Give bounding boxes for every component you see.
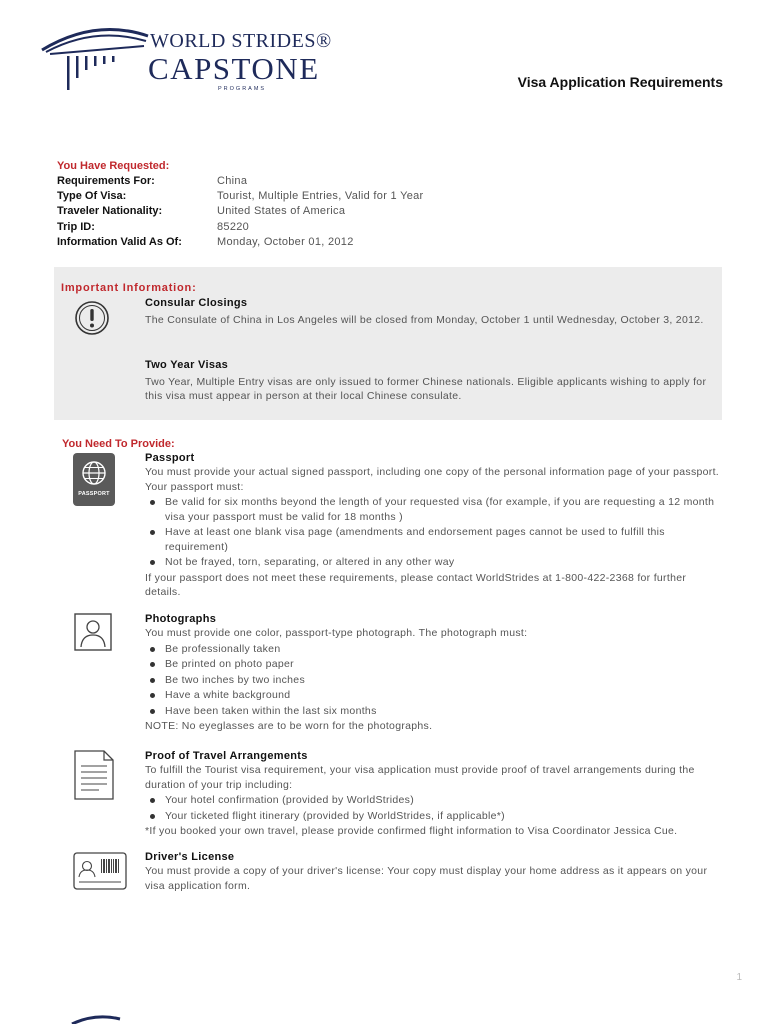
list-item: Be valid for six months beyond the length of your requested visa (for example, if you are requesting a 12 month visa your passport must be valid for 18 months ) xyxy=(145,495,720,524)
requested-row xyxy=(57,189,717,204)
row-value: Monday, October 01, 2012 xyxy=(217,235,354,248)
row-label: Type Of Visa: xyxy=(57,190,127,203)
id-card-icon xyxy=(73,852,127,890)
row-value: United States of America xyxy=(217,205,346,218)
license-item xyxy=(145,851,720,893)
row-label: Trip ID: xyxy=(57,220,95,233)
requested-row xyxy=(57,174,717,189)
logo-text-capstone: CAPSTONE xyxy=(148,51,320,86)
requested-row xyxy=(57,220,717,235)
passport-item xyxy=(145,452,720,600)
photo-person-icon xyxy=(74,613,112,651)
travel-bullets xyxy=(145,793,720,823)
document-title: Visa Application Requirements xyxy=(517,74,723,90)
row-value: 85220 xyxy=(217,220,250,233)
two-year-visas-body: Two Year, Multiple Entry visas are only issued to former Chinese nationals. Eligible applicants wishing to apply for this visa must appear in person at their local Chinese consulate. xyxy=(145,376,707,402)
passport-intro: You must provide your actual signed passport, including one copy of the personal information page of your passport. Your passport must: xyxy=(145,466,720,493)
globe-icon xyxy=(81,460,107,486)
travel-outro: *If you booked your own travel, please provide confirmed flight information to Visa Coordinator Jessica Cue. xyxy=(145,825,678,837)
list-item: Have at least one blank visa page (amendments and endorsement pages cannot be used to fulfill this requirement) xyxy=(145,525,720,554)
photographs-item xyxy=(145,613,720,734)
passport-title: Passport xyxy=(145,452,195,464)
photographs-bullets xyxy=(145,642,720,719)
photographs-intro: You must provide one color, passport-type photograph. The photograph must: xyxy=(145,627,528,639)
row-label: Information Valid As Of: xyxy=(57,235,182,248)
two-year-visas-item xyxy=(145,359,715,403)
list-item: Have been taken within the last six months xyxy=(145,704,720,719)
requested-section xyxy=(57,159,717,250)
requested-row xyxy=(57,204,717,219)
requested-heading: You Have Requested: xyxy=(57,160,170,172)
consular-closings-body: The Consulate of China in Los Angeles will be closed from Monday, October 1 until Wednesday, October 3, 2012. xyxy=(145,314,704,326)
consular-closings-item xyxy=(145,297,715,327)
license-intro: You must provide a copy of your driver's license: Your copy must display your home address as it appears on your visa application form. xyxy=(145,865,708,892)
list-item: Not be frayed, torn, separating, or altered in any other way xyxy=(145,555,720,570)
footer-logo-fragment xyxy=(70,1015,130,1024)
passport-bullets xyxy=(145,495,720,570)
page-number: 1 xyxy=(736,972,742,983)
row-label: Requirements For: xyxy=(57,175,155,187)
list-item: Your hotel confirmation (provided by WorldStrides) xyxy=(145,793,720,808)
passport-icon xyxy=(73,453,115,506)
passport-icon-label: PASSPORT xyxy=(78,491,110,497)
row-label: Traveler Nationality: xyxy=(57,205,163,218)
important-heading: Important Information: xyxy=(61,282,197,294)
travel-title: Proof of Travel Arrangements xyxy=(145,750,308,762)
photographs-title: Photographs xyxy=(145,613,217,625)
list-item: Your ticketed flight itinerary (provided by WorldStrides, if applicable*) xyxy=(145,809,720,824)
travel-item xyxy=(145,750,720,839)
passport-outro: If your passport does not meet these requirements, please contact WorldStrides at 1-800-422-2368 for further details. xyxy=(145,571,687,598)
list-item: Have a white background xyxy=(145,688,720,703)
list-item: Be professionally taken xyxy=(145,642,720,657)
document-icon xyxy=(74,750,114,800)
important-info-box xyxy=(54,267,722,420)
exclamation-icon xyxy=(74,300,110,336)
provide-heading: You Need To Provide: xyxy=(62,438,175,450)
list-item: Be printed on photo paper xyxy=(145,657,720,672)
logo-text-programs: PROGRAMS xyxy=(218,86,267,92)
photographs-outro: NOTE: No eyeglasses are to be worn for the photographs. xyxy=(145,720,433,732)
row-value: China xyxy=(217,175,248,187)
requested-row xyxy=(57,235,717,250)
license-title: Driver's License xyxy=(145,851,235,863)
consular-closings-title: Consular Closings xyxy=(145,297,248,309)
logo-text-worldstrides: WORLD STRIDES® xyxy=(150,30,332,52)
travel-intro: To fulfill the Tourist visa requirement, your visa application must provide proof of travel arrangements during the duration of your trip including: xyxy=(145,764,695,791)
row-value: Tourist, Multiple Entries, Valid for 1 Year xyxy=(217,190,424,203)
list-item: Be two inches by two inches xyxy=(145,673,720,688)
two-year-visas-title: Two Year Visas xyxy=(145,359,229,371)
